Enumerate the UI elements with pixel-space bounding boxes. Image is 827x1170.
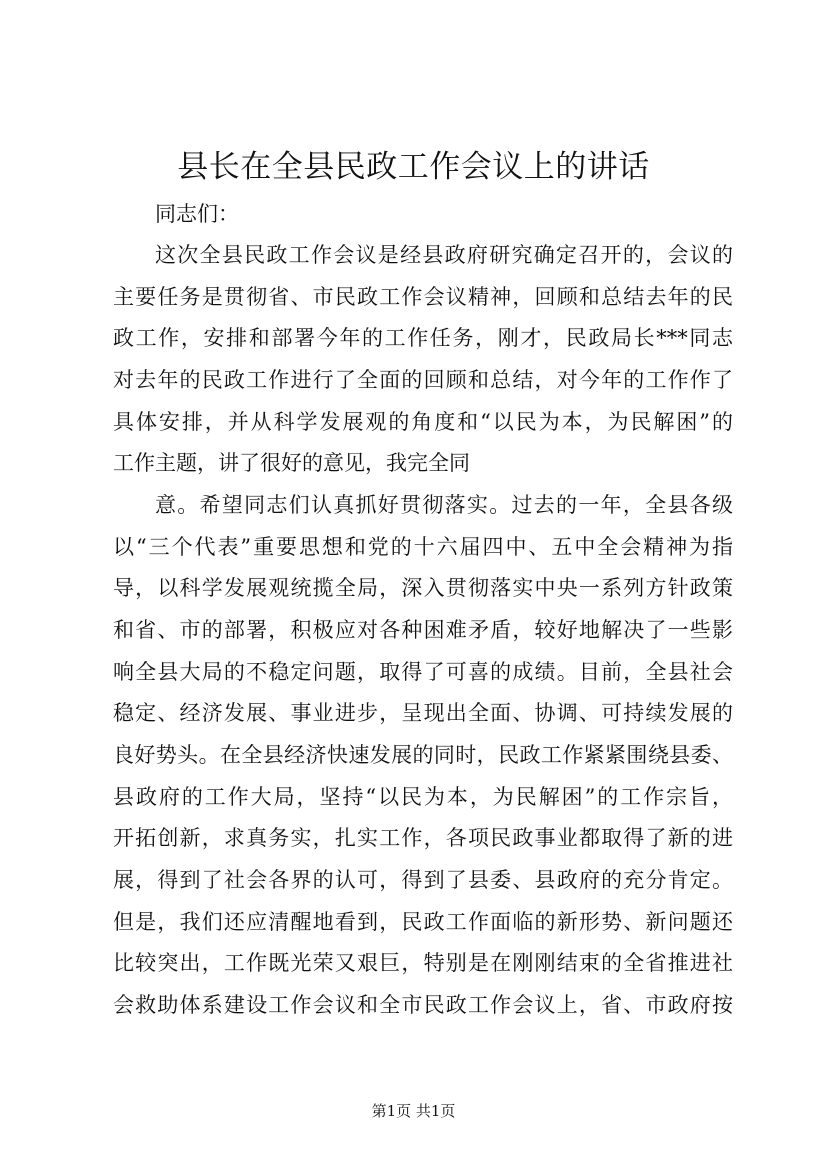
body-line-9: 导，以科学发展观统揽全局，深入贯彻落实中央一系列方针政策 (113, 576, 733, 600)
body-line-17: 但是，我们还应清醒地看到，民政工作面临的新形势、新问题还 (113, 910, 733, 934)
body-line-7: 意。希望同志们认真抓好贯彻落实。过去的一年，全县各级 (155, 493, 733, 517)
body-line-14: 县政府的工作大局，坚持“以民为本，为民解困”的工作宗旨， (113, 785, 733, 809)
body-line-16: 展，得到了社会各界的认可，得到了县委、县政府的充分肯定。 (113, 868, 733, 892)
salutation: 同志们： (155, 202, 239, 226)
body-line-1: 这次全县民政工作会议是经县政府研究确定召开的，会议的 (155, 243, 733, 267)
document-title: 县长在全县民政工作会议上的讲话 (177, 149, 650, 185)
body-line-12: 稳定、经济发展、事业进步，呈现出全面、协调、可持续发展的 (113, 701, 733, 725)
body-line-19: 会救助体系建设工作会议和全市民政工作会议上，省、市政府按 (113, 993, 733, 1017)
body-line-15: 开拓创新，求真务实，扎实工作，各项民政事业都取得了新的进 (113, 826, 733, 850)
body-line-6: 工作主题，讲了很好的意见，我完全同 (113, 451, 470, 475)
body-line-11: 响全县大局的不稳定问题，取得了可喜的成绩。目前，全县社会 (113, 660, 733, 684)
body-line-4: 对去年的民政工作进行了全面的回顾和总结，对今年的工作作了 (113, 368, 733, 392)
body-line-10: 和省、市的部署，积极应对各种困难矛盾，较好地解决了一些影 (113, 618, 733, 642)
body-line-13: 良好势头。在全县经济快速发展的同时，民政工作紧紧围绕县委、 (113, 743, 733, 767)
body-line-2: 主要任务是贯彻省、市民政工作会议精神，回顾和总结去年的民 (113, 285, 733, 309)
body-line-3: 政工作，安排和部署今年的工作任务，刚才，民政局长***同志 (113, 326, 733, 350)
page-number: 第1页 共1页 (371, 1102, 456, 1120)
body-line-8: 以“三个代表”重要思想和党的十六届四中、五中全会精神为指 (113, 535, 733, 559)
body-line-18: 比较突出，工作既光荣又艰巨，特别是在刚刚结束的全省推进社 (113, 951, 733, 975)
body-line-5: 具体安排，并从科学发展观的角度和“以民为本，为民解困”的 (113, 410, 733, 434)
